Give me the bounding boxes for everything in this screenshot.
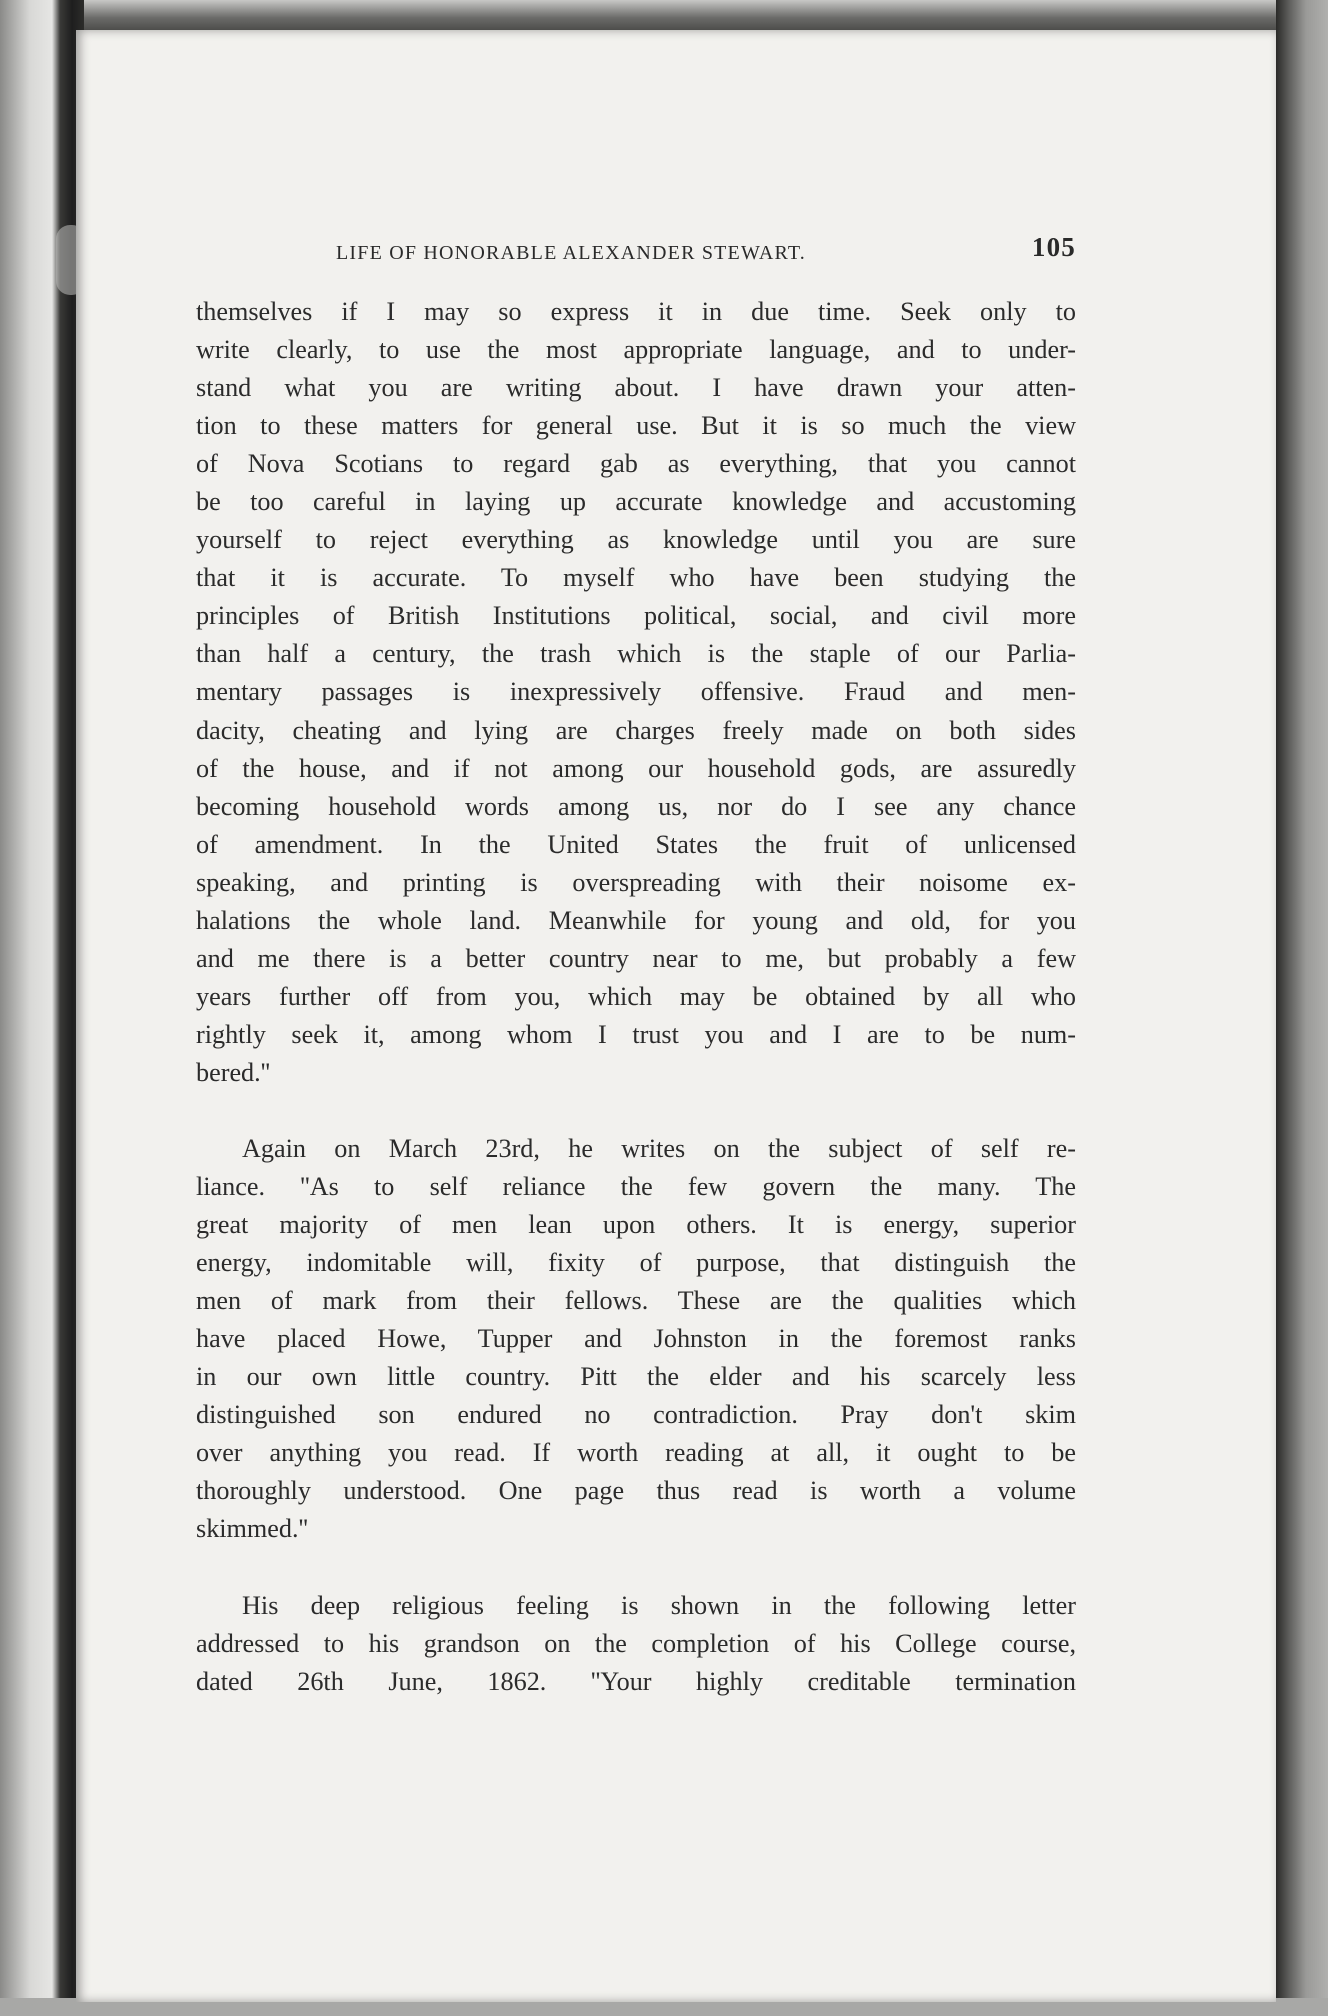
text-line: thoroughly understood. One page thus read is worth a volume (196, 1476, 1076, 1506)
text-line: addressed to his grandson on the completion of his College course, (196, 1628, 1076, 1658)
text-line: energy, indomitable will, fixity of purpose, that distinguish the (196, 1248, 1076, 1278)
text-line: dacity, cheating and lying are charges freely made on both sides (196, 715, 1076, 745)
text-line: and me there is a better country near to me, but probably a few (196, 943, 1076, 973)
text-line: becoming household words among us, nor do I see any chance (196, 791, 1076, 821)
text-line: great majority of men lean upon others. It is energy, superior (196, 1210, 1076, 1240)
text-line: in our own little country. Pitt the elder and his scarcely less (196, 1362, 1076, 1392)
text-line: stand what you are writing about. I have drawn your atten- (196, 373, 1076, 403)
paragraph (196, 1130, 1076, 1549)
text-line: rightly seek it, among whom I trust you and I are to be num- (196, 1019, 1076, 1049)
text-line: have placed Howe, Tupper and Johnston in the foremost ranks (196, 1324, 1076, 1354)
text-line: skimmed.'' (196, 1514, 309, 1544)
text-line: that it is accurate. To myself who have been studying the (196, 563, 1076, 593)
text-line: Again on March 23rd, he writes on the subject of self re- (242, 1133, 1076, 1163)
body-text (196, 293, 1076, 1701)
scan-right-edge (1276, 0, 1328, 2016)
text-line: halations the whole land. Meanwhile for young and old, for you (196, 905, 1076, 935)
text-line: principles of British Institutions political, social, and civil more (196, 601, 1076, 631)
page-number: 105 (1031, 232, 1076, 262)
text-line: write clearly, to use the most appropriate language, and to under- (196, 335, 1076, 365)
text-line: dated 26th June, 1862. ''Your highly creditable termination (196, 1666, 1076, 1696)
text-line: bered.'' (196, 1057, 271, 1087)
text-line: tion to these matters for general use. But it is so much the view (196, 411, 1076, 441)
text-line: speaking, and printing is overspreading with their noisome ex- (196, 867, 1076, 897)
scan-binding-edge (0, 0, 84, 2016)
text-line: of amendment. In the United States the fruit of unlicensed (196, 829, 1076, 859)
running-head (262, 232, 1082, 268)
text-line: years further off from you, which may be obtained by all who (196, 981, 1076, 1011)
text-line: than half a century, the trash which is the staple of our Parlia- (196, 639, 1076, 669)
text-line: of the house, and if not among our household gods, are assuredly (196, 753, 1076, 783)
text-line: yourself to reject everything as knowledge until you are sure (196, 525, 1076, 555)
paragraph (196, 1587, 1076, 1701)
text-line: distinguished son endured no contradiction. Pray don't skim (196, 1400, 1076, 1430)
text-line: mentary passages is inexpressively offensive. Fraud and men- (196, 677, 1076, 707)
running-head-title: LIFE OF HONORABLE ALEXANDER STEWART. (336, 242, 806, 264)
text-line: over anything you read. If worth reading at all, it ought to be (196, 1438, 1076, 1468)
text-line: His deep religious feeling is shown in the following letter (242, 1590, 1076, 1620)
text-line: men of mark from their fellows. These are the qualities which (196, 1286, 1076, 1316)
paragraph (196, 293, 1076, 1092)
text-line: liance. ''As to self reliance the few govern the many. The (196, 1172, 1076, 1202)
text-line: themselves if I may so express it in due time. Seek only to (196, 297, 1076, 326)
text-line: of Nova Scotians to regard gab as everything, that you cannot (196, 449, 1076, 479)
text-line: be too careful in laying up accurate knowledge and accustoming (196, 487, 1076, 517)
